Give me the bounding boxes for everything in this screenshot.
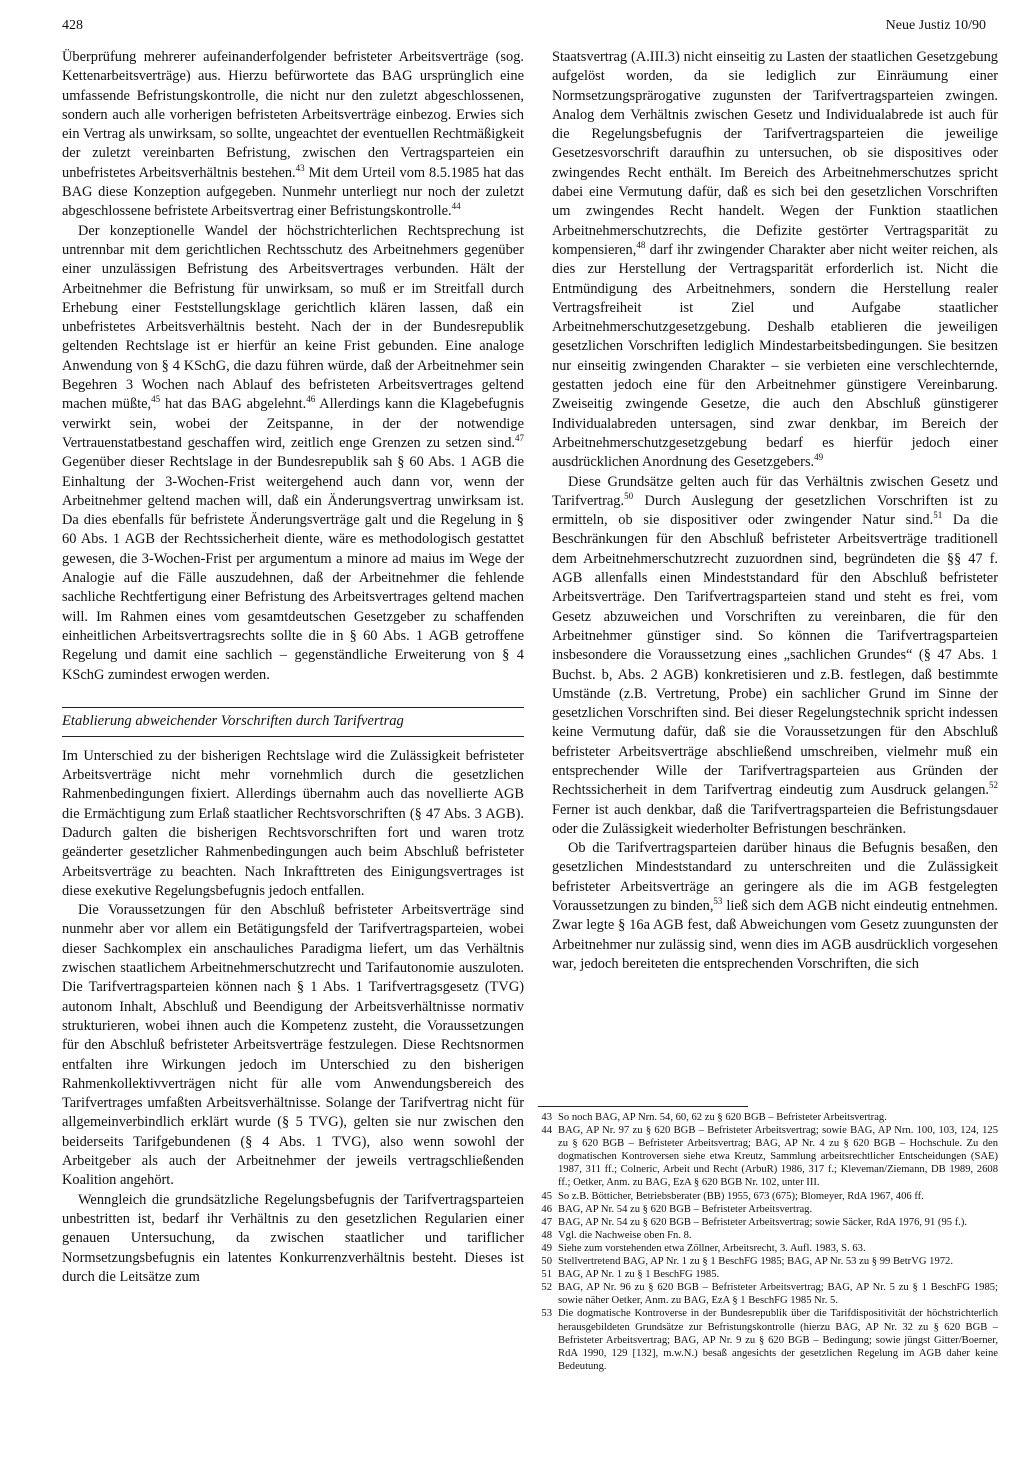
footnote-ref[interactable]: 44: [451, 201, 461, 212]
footnote-number: 43: [541, 1112, 552, 1123]
footnote: [538, 1281, 998, 1307]
paragraph-text: Der konzeptionelle Wandel der höchstrichterlichen Rechtsprechung ist untrennbar mit dem gerichtlichen Rechtsschutz des Arbeitnehmers gegenüber einer unzulässigen Befristung des Arbeitsvertrages verbunden. Hält der Arbeitnehmer die Befristung für unwirksam, so muß er im Streitfall durch Erhebung einer Feststellungsklage gerichtlich klären lassen, daß ein unbefristetes Arbeitsverhältnis besteht. Nach der in der Bundesrepublik geltenden Rechtslage ist er hierfür an keine Frist gebunden. Eine analoge Anwendung von § 4 KSchG, die dazu führen würde, daß der Arbeitnehmer sein Begehren 3 Wochen nach Ablauf des befristeten Arbeitsvertrages geltend machen müßte,: [62, 222, 524, 413]
footnote: [538, 1229, 998, 1242]
footnote-text: Siehe zum vorstehenden etwa Zöllner, Arbeitsrecht, 3. Aufl. 1983, S. 63.: [558, 1242, 866, 1254]
journal-issue: Neue Justiz 10/90: [885, 18, 986, 33]
footnote-ref[interactable]: 46: [306, 394, 316, 405]
footnote-list: [538, 1111, 998, 1373]
footnote: [538, 1111, 998, 1124]
footnote-number: 49: [541, 1242, 552, 1254]
paragraph-text: Ob die Tarifvertragsparteien darüber hinaus die Befugnis besaßen, den gesetzlichen Mindeststandard zu unterschreiten und die Zulässigkeit befristeter Arbeitsverträge an geringere als die im AGB festgelegten Voraussetzungen zu binden,: [552, 840, 998, 915]
footnote-ref[interactable]: 43: [295, 162, 305, 173]
paragraph-text: Gegenüber dieser Rechtslage in der Bundesrepublik sah § 60 Abs. 1 AGB die Einhaltung der 3-Wochen-Frist weitergehend auch dann vor, wenn der Arbeitnehmer geltend machen will, daß ein Änderungsvertrag unwirksam ist. Da dies ebenfalls für befristete Änderungsverträge galt und die Regelung in § 60 Abs. 1 AGB der Rechtssicherheit diente, wäre es methodologisch gestattet gewesen, die 3-Wochen-Frist per argumentum a minore ad maius im Wege der Analogie auf die Fälle auszudehnen, daß der Arbeitnehmer die fehlende sachliche Rechtfertigung einer Befristung des Arbeitsvertrages geltend machen will. Im Rahmen eines vom gesamtdeutschen Gesetzgeber zu schaffenden einheitlichen Arbeitsvertragsrechts sollte die in § 60 Abs. 1 AGB getroffene Regelung und damit eine sachlich – gegenständliche Erweiterung von § 4 KSchG zumindest erwogen werden.: [62, 454, 524, 683]
footnote-number: 45: [541, 1190, 552, 1202]
footnote-text: BAG, AP Nr. 96 zu § 620 BGB – Befristeter Arbeitsvertrag; BAG, AP Nr. 5 zu § 1 BeschFG 1985; sowie näher Oetker, Anm. zu BAG, EzA § 1 BeschFG 1985 Nr. 5.: [558, 1282, 998, 1307]
paragraph-text: Staatsvertrag (A.III.3) nicht einseitig zu Lasten der staatlichen Gesetzgebung aufgelöst worden, da sie lediglich zur Einräumung einer Normsetzungsprärogative zugunsten der Tarifvertragsparteien zwingen. Analog dem Verhältnis zwischen Gesetz und Individualabrede ist auch für die Regelungsbefugnis der Tarifvertragsparteien die jeweilige Gesetzesvorschrift daraufhin zu untersuchen, ob sie dispositives oder zwingendes Recht enthält. Im Bereich des Arbeitnehmerschutzes spricht dabei eine Vermutung dafür, daß es sich bei den gesetzlichen Vorschriften um zwingendes Recht handelt. Wegen der Funktion staatlichen Arbeitnehmerschutzrechts, die Defizite gestörter Vertragsparität zu kompensieren,: [552, 49, 998, 258]
footnote-ref[interactable]: 52: [989, 780, 998, 791]
paragraph: [552, 48, 998, 473]
footnote-text: Stellvertretend BAG, AP Nr. 1 zu § 1 BeschFG 1985; BAG, AP Nr. 53 zu § 99 BetrVG 1972.: [558, 1256, 953, 1268]
footnote-number: 48: [541, 1229, 552, 1241]
paragraph: [552, 473, 998, 840]
footnote: [538, 1124, 998, 1189]
footnote-text: BAG, AP Nr. 97 zu § 620 BGB – Befristeter Arbeitsvertrag; sowie BAG, AP Nrn. 100, 103, 124, 125 zu § 620 BGB – Befristeter Arbeitsvertrag; BAG, AP Nr. 4 zu § 620 BGB – Hochschule. Zu den dogmatischen Kontroversen siehe etwa Kreutz, Sammlung arbeitsrechtlicher Entscheidungen (SAE) 1987, 311 ff.; Colneric, Arbeit und Recht (ArbuR) 1986, 317 f.; Kleveman/Ziemann, DB 1989, 2608 ff.; Oetker, Anm. zu BAG, EzA § 620 BGB Nr. 102, unter III.: [558, 1125, 998, 1189]
footnote-ref[interactable]: 48: [636, 240, 646, 251]
paragraph-text: Mit dem Urteil vom 8.5.1985 hat das BAG diese Konzeption aufgegeben. Nunmehr unterliegt nur noch der zuletzt abgeschlossene befristete Arbeitsvertrag einer Befristungskontrolle.: [62, 164, 524, 220]
footnote: [538, 1203, 998, 1216]
footnote: [538, 1242, 998, 1255]
footnote: [538, 1268, 998, 1281]
footnote-ref[interactable]: 50: [624, 491, 634, 502]
paragraph-text: Diese Grundsätze gelten auch für das Verhältnis zwischen Gesetz und Tarifvertrag.: [552, 473, 998, 509]
section-heading: Etablierung abweichender Vorschriften durch Tarifvertrag: [62, 707, 524, 737]
footnote-text: So noch BAG, AP Nrn. 54, 60, 62 zu § 620 BGB – Befristeter Arbeitsvertrag.: [558, 1112, 887, 1123]
footnote-ref[interactable]: 45: [151, 394, 161, 405]
footnote-ref[interactable]: 53: [713, 896, 723, 907]
paragraph-text: Durch Auslegung der gesetzlichen Vorschriften ist zu ermitteln, ob sie dispositiver oder zwingender Natur sind.: [552, 492, 998, 529]
footnote-text: BAG, AP Nr. 54 zu § 620 BGB – Befristeter Arbeitsvertrag; sowie Säcker, RdA 1976, 91 (95 f.).: [558, 1216, 968, 1228]
paragraph: Die Voraussetzungen für den Abschluß befristeter Arbeitsverträge sind nunmehr aber vor allem ein Betätigungsfeld der Tarifvertragsparteien, wobei dieser Sachkomplex ein anschauliches Paradigma liefert, um das Verhältnis zwischen staatlichem Arbeitnehmerschutzrecht und Tarifautonomie auszuloten. Die Tarifvertragsparteien können nach § 1 Abs. 1 Tarifvertragsgesetz (TVG) autonom Inhalt, Abschluß und Beendigung der Arbeitsverhältnisse normativ strukturieren, wobei ihnen auch die Kompetenz zusteht, die Voraussetzungen für den Abschluß befristeter Arbeitsverträge festzulegen. Diese Rechtsnormen entfalten ihre Wirkungen jedoch im Unterschied zu den bisherigen Rahmenkollektivverträgen nicht für alle vom Anwendungsbereich des Tarifvertrages umfaßten Arbeitsverhältnisse. Solange der Tarifvertrag nicht für allgemeinverbindlich erklärt wurde (§ 5 TVG), gelten sie nur zwischen den beiderseits Tarifgebundenen (§ 4 Abs. 1 TVG), also wenn sowohl der Arbeitgeber als auch der Arbeitnehmer der jeweils vertragschließenden Koalition angehört.: [62, 902, 524, 1189]
footnote: [538, 1255, 998, 1268]
footnote-ref[interactable]: 49: [814, 452, 824, 463]
paragraph: [62, 48, 524, 222]
paragraph: Wenngleich die grundsätzliche Regelungsbefugnis der Tarifvertragsparteien unbestritten ist, bedarf ihr Verhältnis zu den gesetzlichen Regularien einer genauen Untersuchung, da zwischen staatlicher und tariflicher Normsetzungsbefugnis ein latentes Konkurrenzverhältnis besteht. Dieses ist durch die Leitsätze zum: [62, 1191, 524, 1285]
footnote: [538, 1307, 998, 1372]
page-number: 428: [62, 18, 83, 33]
footnote-number: 46: [541, 1203, 552, 1215]
footnote-text: So z.B. Bötticher, Betriebsberater (BB) 1955, 673 (675); Blomeyer, RdA 1967, 406 ff.: [558, 1190, 924, 1202]
footnote-number: 53: [541, 1308, 552, 1320]
paragraph-text: darf ihr zwingender Charakter aber nicht weiter reichen, als dies zur Herstellung der Vertragsparität erforderlich ist. Nicht die Entmündigung des Arbeitnehmers, sondern die Herstellung realer Vertragsfreiheit ist Ziel und Aufgabe staatlicher Arbeitnehmerschutzgesetzgebung. Deshalb etablieren die jeweiligen gesetzlichen Vorschriften lediglich Mindestarbeitsbedingungen. Sie besitzen nur einseitig zwingenden Charakter – sie verbieten eine verschlechternde, gestatten jedoch eine für den Arbeitnehmer günstigere Vereinbarung. Zweiseitig zwingende Gesetze, die auch den Abschluß günstigerer Individualabreden untersagen, sind zwar denkbar, im Bereich der Arbeitnehmerschutzgesetzgebung bedarf es hierfür jedoch einer ausdrücklichen Anordnung des Gesetzgebers.: [552, 241, 998, 471]
paragraph: Im Unterschied zu der bisherigen Rechtslage wird die Zulässigkeit befristeter Arbeitsverträge nicht mehr vornehmlich durch die gesetzlichen Rahmenbedingungen fixiert. Allerdings übernahm auch das novellierte AGB die Ermächtigung zum Erlaß staatlicher Rechtsvorschriften (§ 47 Abs. 3 AGB). Dadurch galten die bisherigen Rechtsvorschriften fort und waren trotz geänderter gesetzlicher Rahmenbedingungen auch beim Abschluß befristeter Arbeitsverträge zu beachten. Nach Inkrafttreten des Einigungsvertrages ist diese exekutive Regelungsbefugnis jedoch entfallen.: [62, 747, 524, 899]
paragraph-text: Da die Beschränkungen für den Abschluß befristeter Arbeitsverträge traditionell dem Arbeitnehmerschutzrecht zuzuordnen sind, begründeten die §§ 47 f. AGB allenfalls einen Mindeststandard für den Abschluß befristeter Arbeitsverträge. Den Tarifvertragsparteien stand und steht es frei, vom Gesetz abzuweichen und Vorschriften zu vereinbaren, die für den Arbeitnehmer günstiger sind. So können die Tarifvertragsparteien insbesondere die Voraussetzung eines „sachlichen Grundes“ (§ 47 Abs. 1 Buchst. b, Abs. 2 AGB) konkretisieren und z.B. festlegen, daß bestimmte Umstände (z.B. Vertretung, Probe) ein sachlicher Grund im Sinne der gesetzlichen Vorschriften sind. Bei dieser Regelungstechnik spricht indessen keine Vermutung dafür, daß sie die Voraussetzungen für den Abschluß befristeter Arbeitsverträge abschließend umschreiben, vielmehr muß ein entsprechender Wille der Tarifvertragsparteien aus Gründen der Rechtssicherheit in dem Tarifvertrag eindeutig zum Ausdruck gelangen.: [552, 512, 998, 799]
footnote-number: 44: [541, 1125, 552, 1137]
footnote-divider: [538, 1106, 748, 1107]
page-header: [62, 18, 986, 38]
footnote-number: 52: [541, 1282, 552, 1294]
footnote-text: Vgl. die Nachweise oben Fn. 8.: [558, 1229, 692, 1241]
paragraph: [62, 222, 524, 685]
right-column: [552, 48, 998, 974]
paragraph-text: ließ sich dem AGB nicht eindeutig entnehmen. Zwar legte § 16a AGB fest, daß Abweichungen vom Gesetz zuungunsten der Arbeitnehmer nur zulässig sind, wenn dies im AGB ausdrücklich vorgesehen war, jedoch bereiteten die entsprechenden Vorschriften, die sich: [552, 898, 998, 972]
paragraph-text: Ferner ist auch denkbar, daß die Tarifvertragsparteien die Befristungsdauer oder die Zulässigkeit wiederholter Befristungen beschränken.: [552, 801, 998, 837]
paragraph-text: hat das BAG abgelehnt.: [160, 396, 307, 413]
paragraph: [552, 839, 998, 974]
left-column: [62, 48, 524, 1287]
paragraph-text: Allerdings kann die Klagebefugnis verwirkt sein, wobei der Zeitspanne, in der der notwendige Vertrauenstatbestand geschaffen wird, zeitlich enge Grenzen zu setzen sind.: [62, 396, 524, 451]
footnote-number: 51: [541, 1269, 552, 1281]
footnote-text: BAG, AP Nr. 1 zu § 1 BeschFG 1985.: [558, 1269, 720, 1281]
footnote-text: BAG, AP Nr. 54 zu § 620 BGB – Befristeter Arbeitsvertrag.: [558, 1203, 813, 1215]
footnote: [538, 1190, 998, 1203]
footnotes: [538, 1106, 998, 1373]
footnote-number: 50: [541, 1256, 552, 1268]
footnote: [538, 1216, 998, 1229]
footnote-text: Die dogmatische Kontroverse in der Bundesrepublik über die Tarifdispositivität der höchstrichterlich herausgebildeten Grundsätze zur Befristungskontrolle (hierzu BAG, AP Nr. 32 zu § 620 BGB – Befristeter Arbeitsvertrag; BAG, AP Nr. 9 zu § 620 BGB – Bedingung; sowie jüngst Gitter/Boerner, RdA 1990, 129 [132], m.w.N.) besaß angesichts der gesetzlichen Regelung im AGB daher keine Bedeutung.: [558, 1308, 998, 1372]
paragraph-text: Überprüfung mehrerer aufeinanderfolgender befristeter Arbeitsverträge (sog. Kettenarbeitsverträge) aus. Hierzu befürwortete das BAG ursprünglich eine umfassende Befristungskontrolle, die nicht nur den zuletzt abgeschlossenen, sondern auch alle vorherigen befristeten Arbeitsverträge einbezog. Erwies sich ein Vertrag als unwirksam, so sollte, ungeachtet der eventuellen Rechtmäßigkeit der zuletzt vereinbarten Befristung, zwischen den Vertragsparteien ein unbefristetes Arbeitsverhältnis bestehen.: [62, 49, 524, 181]
footnote-number: 47: [541, 1216, 552, 1228]
footnote-ref[interactable]: 47: [515, 433, 524, 444]
footnote-ref[interactable]: 51: [933, 510, 943, 521]
